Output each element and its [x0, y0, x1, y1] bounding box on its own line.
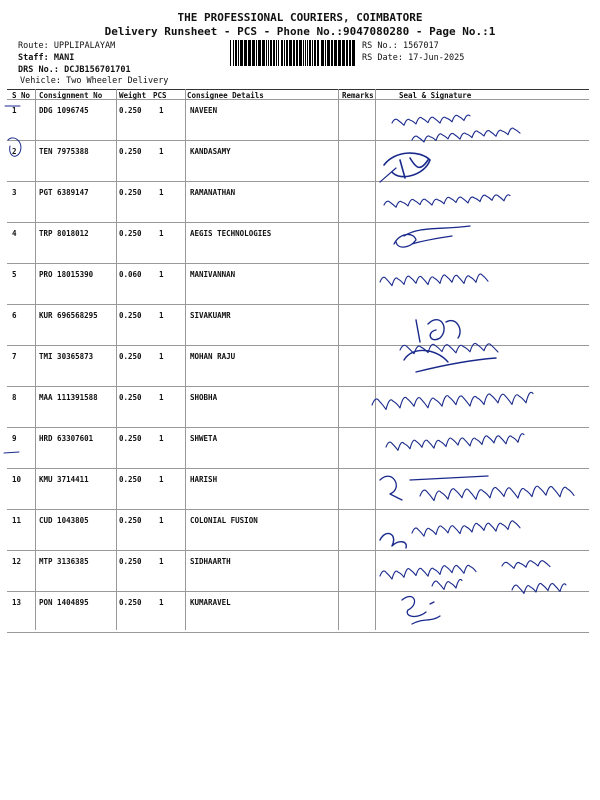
- cell-weight: 0.250: [119, 352, 142, 361]
- cell-consignee: SIDHAARTH: [190, 557, 231, 566]
- barcode-bar: [240, 40, 243, 66]
- vehicle-label: Vehicle:: [20, 76, 61, 86]
- rs-date-label: RS Date:: [362, 53, 403, 63]
- cell-consignee: KUMARAVEL: [190, 598, 231, 607]
- row-divider: [7, 222, 589, 223]
- cell-consignee: KANDASAMY: [190, 147, 231, 156]
- barcode-bar: [268, 40, 269, 66]
- col-header-remarks: Remarks: [342, 91, 374, 100]
- barcode-bar: [238, 40, 239, 66]
- cell-consignee: MANIVANNAN: [190, 270, 236, 279]
- cell-sno: 4: [12, 229, 17, 238]
- row-divider: [7, 345, 589, 346]
- cell-sno: 12: [12, 557, 22, 566]
- cell-consignee: SHOBHA: [190, 393, 218, 402]
- cell-sno: 9: [12, 434, 17, 443]
- barcode-bar: [338, 40, 341, 66]
- barcode-bar: [305, 40, 306, 66]
- barcode-bar: [312, 40, 313, 66]
- col-divider-pcs: [185, 89, 186, 630]
- col-header-pcs: PCS: [153, 91, 167, 100]
- cell-consignment: TMI 30365873: [39, 352, 94, 361]
- cell-consignment: PRO 18015390: [39, 270, 94, 279]
- cell-consignment: KUR 696568295: [39, 311, 98, 320]
- row-divider: [7, 427, 589, 428]
- cell-consignment: MTP 3136385: [39, 557, 89, 566]
- cell-consignment: HRD 63307601: [39, 434, 94, 443]
- barcode-bar: [331, 40, 333, 66]
- cell-pcs: 1: [159, 229, 164, 238]
- barcode-bar: [270, 40, 272, 66]
- cell-pcs: 1: [159, 475, 164, 484]
- cell-weight: 0.250: [119, 434, 142, 443]
- vehicle-value: Two Wheeler Delivery: [66, 76, 169, 86]
- cell-consignee: SHWETA: [190, 434, 218, 443]
- barcode-bar: [314, 40, 316, 66]
- barcode-bar: [352, 40, 355, 66]
- cell-weight: 0.250: [119, 557, 142, 566]
- staff-line: [18, 53, 74, 63]
- barcode-bar: [284, 40, 285, 66]
- drs-line: [18, 65, 131, 75]
- cell-pcs: 1: [159, 434, 164, 443]
- cell-consignee: MOHAN RAJU: [190, 352, 236, 361]
- cell-consignee: AEGIS TECHNOLOGIES: [190, 229, 272, 238]
- route-line: [18, 41, 115, 51]
- cell-weight: 0.250: [119, 188, 142, 197]
- cell-consignee: COLONIAL FUSION: [190, 516, 258, 525]
- barcode-bar: [233, 40, 234, 66]
- row-divider: [7, 632, 589, 633]
- cell-weight: 0.250: [119, 147, 142, 156]
- runsheet-subtitle: Delivery Runsheet - PCS - Phone No.:9047080280 - Page No.:1: [104, 25, 496, 38]
- cell-weight: 0.250: [119, 311, 142, 320]
- col-divider-sno: [35, 89, 36, 630]
- barcode-bar: [327, 40, 330, 66]
- col-divider-consignee: [338, 89, 339, 630]
- row-divider: [7, 591, 589, 592]
- barcode-image: [230, 40, 358, 66]
- cell-pcs: 1: [159, 557, 164, 566]
- row-divider: [7, 140, 589, 141]
- barcode-bar: [309, 40, 311, 66]
- barcode-bar: [293, 40, 295, 66]
- cell-weight: 0.250: [119, 475, 142, 484]
- cell-consignee: RAMANATHAN: [190, 188, 236, 197]
- rs-no-label: RS No.:: [362, 41, 398, 51]
- barcode-bar: [276, 40, 277, 66]
- cell-sno: 1: [12, 106, 17, 115]
- cell-weight: 0.060: [119, 270, 142, 279]
- staff-label: Staff:: [18, 53, 49, 63]
- drs-value: DCJB156701701: [64, 65, 131, 75]
- cell-pcs: 1: [159, 352, 164, 361]
- cell-weight: 0.250: [119, 598, 142, 607]
- cell-pcs: 1: [159, 598, 164, 607]
- cell-consignment: MAA 111391588: [39, 393, 98, 402]
- barcode-bar: [342, 40, 345, 66]
- cell-weight: 0.250: [119, 516, 142, 525]
- barcode-bar: [273, 40, 275, 66]
- barcode-bar: [289, 40, 292, 66]
- barcode-bar: [346, 40, 348, 66]
- barcode-bar: [262, 40, 265, 66]
- barcode-bar: [230, 40, 231, 66]
- company-title: THE PROFESSIONAL COURIERS, COIMBATORE: [177, 11, 423, 24]
- col-header-seal-signature: Seal & Signature: [399, 91, 472, 100]
- barcode-bar: [266, 40, 267, 66]
- cell-weight: 0.250: [119, 229, 142, 238]
- cell-sno: 6: [12, 311, 17, 320]
- barcode-bar: [321, 40, 324, 66]
- barcode-bar: [258, 40, 261, 66]
- barcode-bar: [252, 40, 255, 66]
- cell-pcs: 1: [159, 393, 164, 402]
- cell-pcs: 1: [159, 147, 164, 156]
- rs-date-value: 17-Jun-2025: [408, 53, 465, 63]
- route-value: UPPLIPALAYAM: [53, 41, 116, 51]
- cell-consignment: TRP 8018012: [39, 229, 89, 238]
- barcode-bar: [303, 40, 304, 66]
- col-header-consignment: Consignment No: [39, 91, 103, 100]
- cell-pcs: 1: [159, 270, 164, 279]
- cell-pcs: 1: [159, 516, 164, 525]
- rs-no-line: [362, 41, 439, 51]
- cell-sno: 11: [12, 516, 22, 525]
- runsheet-table: [7, 89, 589, 630]
- route-label: Route:: [18, 41, 49, 51]
- cell-consignment: DDG 1096745: [39, 106, 89, 115]
- barcode-bar: [286, 40, 288, 66]
- cell-pcs: 1: [159, 311, 164, 320]
- barcode-bar: [248, 40, 251, 66]
- staff-value: MANI: [53, 53, 75, 63]
- row-divider: [7, 181, 589, 182]
- cell-consignee: NAVEEN: [190, 106, 218, 115]
- barcode-bar: [349, 40, 351, 66]
- barcode-bar: [235, 40, 237, 66]
- barcode-bar: [307, 40, 308, 66]
- barcode-bar: [317, 40, 319, 66]
- col-divider-remarks: [375, 89, 376, 630]
- cell-consignment: PGT 6389147: [39, 188, 89, 197]
- barcode-bar: [299, 40, 302, 66]
- cell-weight: 0.250: [119, 106, 142, 115]
- cell-consignment: PON 1404895: [39, 598, 89, 607]
- row-divider: [7, 263, 589, 264]
- cell-consignment: TEN 7975388: [39, 147, 89, 156]
- barcode-bar: [281, 40, 283, 66]
- cell-pcs: 1: [159, 106, 164, 115]
- cell-sno: 7: [12, 352, 17, 361]
- row-divider: [7, 468, 589, 469]
- row-divider: [7, 509, 589, 510]
- barcode-bar: [278, 40, 279, 66]
- cell-pcs: 1: [159, 188, 164, 197]
- col-header-sno: S No: [12, 91, 31, 100]
- table-top-border: [7, 89, 589, 90]
- cell-sno: 2: [12, 147, 17, 156]
- rs-no-value: 1567017: [402, 41, 439, 51]
- col-divider-consignment: [116, 89, 117, 630]
- cell-sno: 13: [12, 598, 22, 607]
- barcode-bar: [334, 40, 337, 66]
- cell-consignment: KMU 3714411: [39, 475, 89, 484]
- barcode-bar: [244, 40, 247, 66]
- cell-sno: 8: [12, 393, 17, 402]
- barcode-bar: [325, 40, 326, 66]
- cell-sno: 10: [12, 475, 22, 484]
- vehicle-line: [20, 76, 168, 86]
- barcode-bar: [256, 40, 257, 66]
- cell-consignment: CUD 1043805: [39, 516, 89, 525]
- cell-sno: 5: [12, 270, 17, 279]
- barcode-bar: [296, 40, 298, 66]
- row-divider: [7, 550, 589, 551]
- drs-label: DRS No.:: [18, 65, 59, 75]
- cell-sno: 3: [12, 188, 17, 197]
- cell-weight: 0.250: [119, 393, 142, 402]
- cell-consignee: SIVAKUAMR: [190, 311, 231, 320]
- row-divider: [7, 304, 589, 305]
- rs-date-line: [362, 53, 464, 63]
- col-header-consignee: Consignee Details: [187, 91, 264, 100]
- col-header-weight: Weight: [119, 91, 147, 100]
- cell-consignee: HARISH: [190, 475, 218, 484]
- row-divider: [7, 386, 589, 387]
